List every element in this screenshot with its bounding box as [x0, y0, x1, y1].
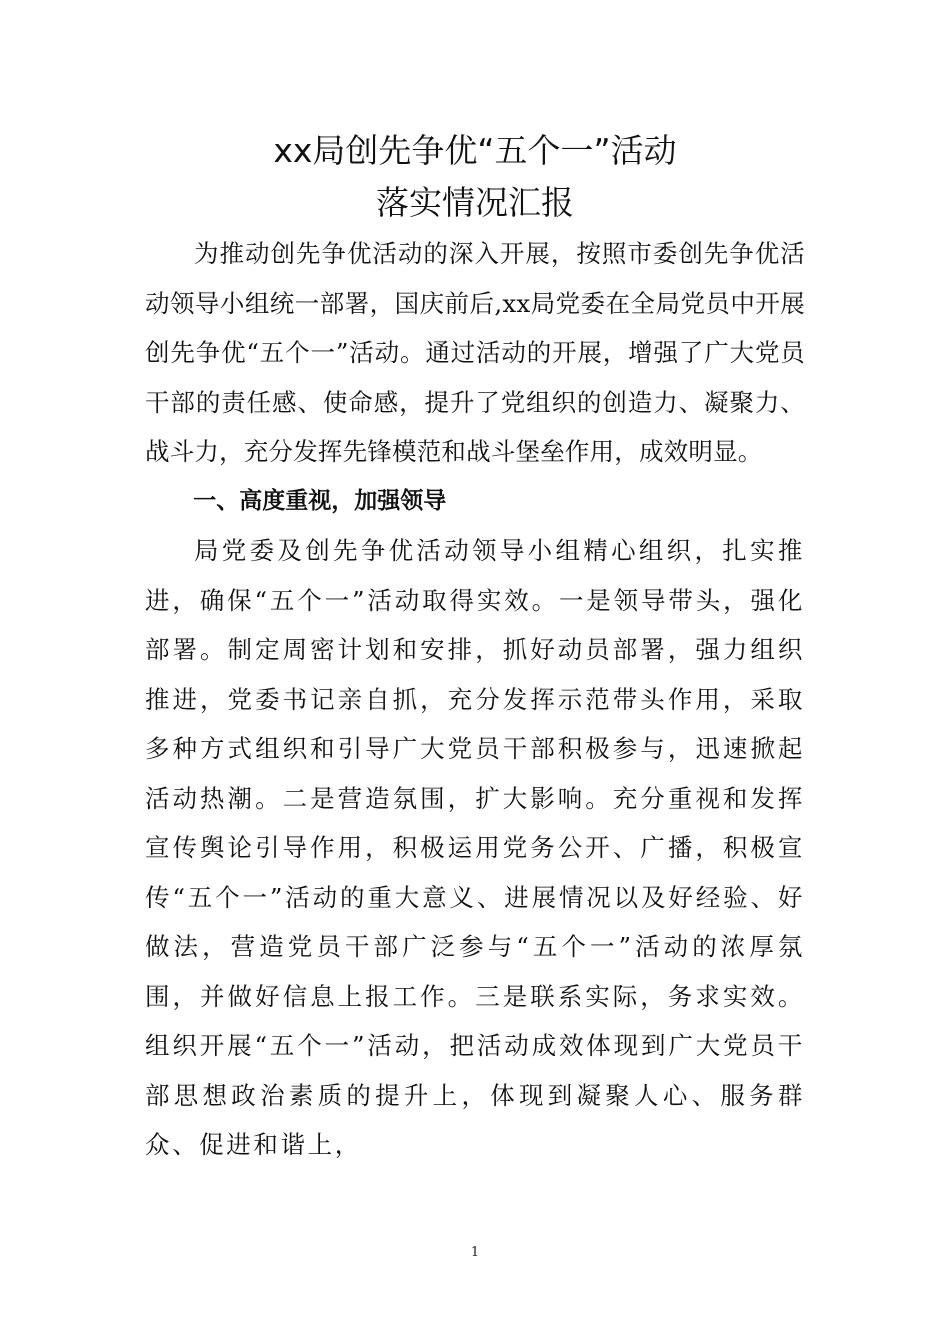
section-1-paragraph: 局党委及创先争优活动领导小组精心组织，扎实推进，确保“五个一”活动取得实效。一是领导带头，强化部署。制定周密计划和安排，抓好动员部署，强力组织推进，党委书记亲自抓，充分发挥示范带头作用，采取多种方式组织和引导广大党员干部积极参与，迅速掀起活动热潮。二是营造氛围，扩大影响。充分重视和发挥宣传舆论引导作用，积极运用党务公开、广播，积极宣传“五个一”活动的重大意义、进展情况以及好经验、好做法，营造党员干部广泛参与“五个一”活动的浓厚氛围，并做好信息上报工作。三是联系实际，务求实效。组织开展“五个一”活动，把活动成效体现到广大党员干部思想政治素质的提升上，体现到凝聚人心、服务群众、促进和谐上， [145, 536, 805, 1159]
title-line-2: 落实情况汇报 [376, 183, 574, 222]
section-heading-1: 一、高度重视，加强领导 [193, 487, 447, 514]
page-number: 1 [470, 1245, 480, 1260]
document-body [145, 229, 805, 1170]
intro-paragraph: 为推动创先争优活动的深入开展，按照市委创先争优活动领导小组统一部署，国庆前后,xx局党委在全局党员中开展创先争优“五个一”活动。通过活动的开展，增强了广大党员干部的责任感、使命感，提升了党组织的创造力、凝聚力、战斗力，充分发挥先锋模范和战斗堡垒作用，成效明显。 [145, 239, 805, 466]
document-title [0, 125, 950, 229]
title-line-1: xx局创先争优“五个一”活动 [273, 131, 677, 170]
